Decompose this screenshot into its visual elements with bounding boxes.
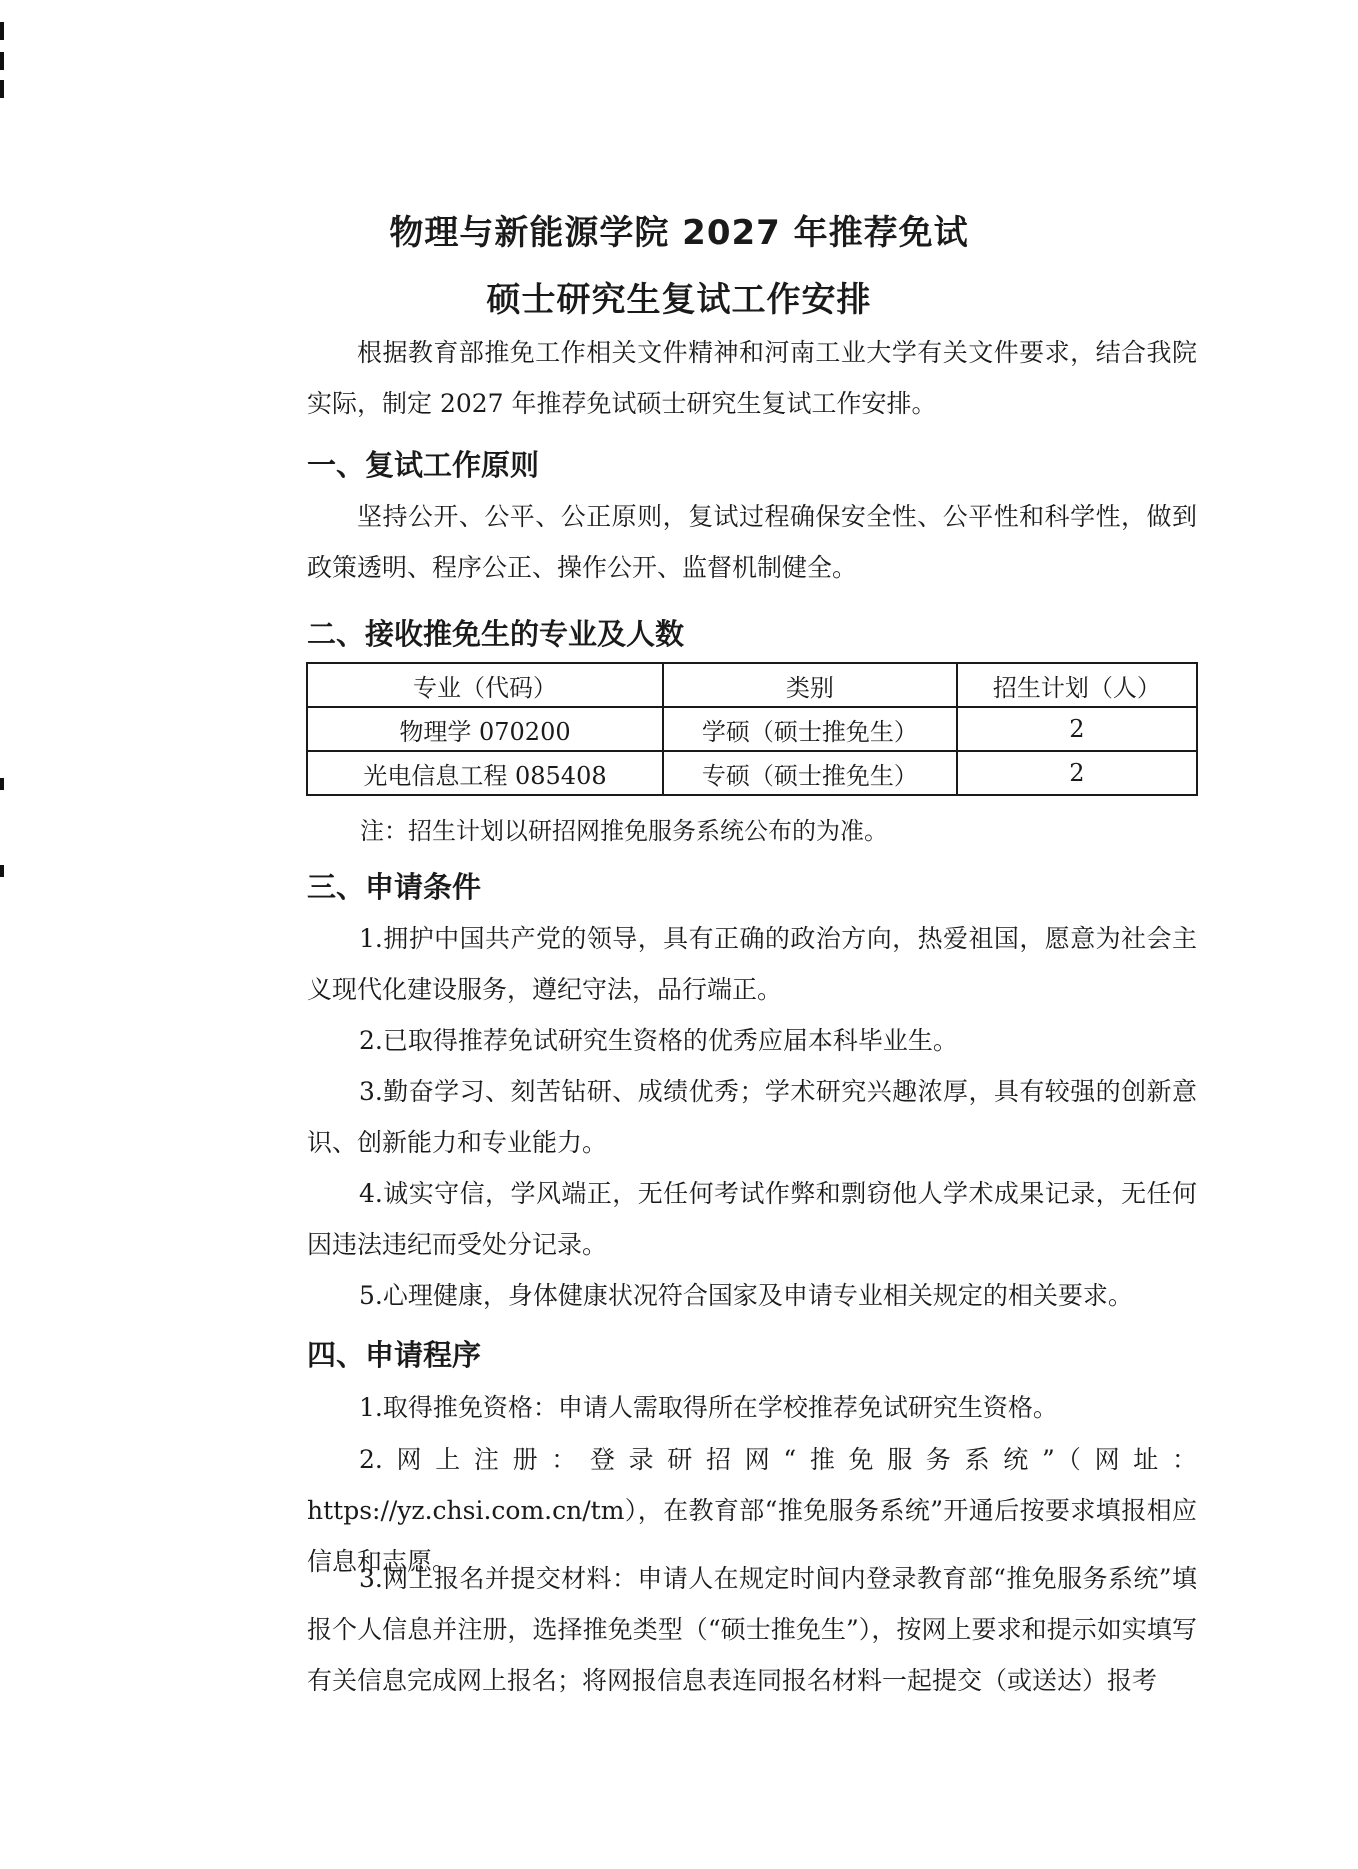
column-header-quota: 招生计划（人） [957, 663, 1197, 707]
principles-paragraph: 坚持公开、公平、公正原则，复试过程确保安全性、公平性和科学性，做到政策透明、程序公正、操作公开、监督机制健全。 [307, 502, 1197, 582]
table-cell-category: 专硕（硕士推免生） [663, 751, 957, 795]
table-cell-quota: 2 [957, 751, 1197, 795]
column-header-category: 类别 [663, 663, 957, 707]
section-heading-requirements: 三、申请条件 [307, 870, 482, 904]
section-heading-principles: 一、复试工作原则 [307, 448, 540, 482]
section-heading-procedure: 四、申请程序 [307, 1338, 482, 1372]
column-header-major: 专业（代码） [307, 663, 663, 707]
table-cell-major: 物理学 070200 [307, 707, 663, 751]
requirement-item: 4.诚实守信，学风端正，无任何考试作弊和剽窃他人学术成果记录，无任何因违法违纪而受处分记录。 [307, 1179, 1197, 1259]
document-title-line2: 硕士研究生复试工作安排 [486, 280, 872, 320]
table-row [307, 707, 1197, 751]
table-note: 注：招生计划以研招网推免服务系统公布的为准。 [360, 817, 888, 845]
table-cell-major: 光电信息工程 085408 [307, 751, 663, 795]
requirement-item: 3.勤奋学习、刻苦钻研、成绩优秀；学术研究兴趣浓厚，具有较强的创新意识、创新能力和专业能力。 [307, 1077, 1197, 1157]
procedure-item: 2.网上注册：登录研招网“推免服务系统”（网址：https://yz.chsi.com.cn/tm），在教育部“推免服务系统”开通后按要求填报相应信息和志愿。 [307, 1445, 1197, 1576]
scan-edge-mark [0, 80, 4, 98]
requirement-item: 5.心理健康，身体健康状况符合国家及申请专业相关规定的相关要求。 [359, 1281, 1133, 1310]
scan-edge-mark [0, 22, 4, 40]
section-heading-majors: 二、接收推免生的专业及人数 [307, 617, 685, 651]
intro-paragraph: 根据教育部推免工作相关文件精神和河南工业大学有关文件要求，结合我院实际，制定 2027 年推荐免试硕士研究生复试工作安排。 [307, 338, 1197, 418]
table-header-row [307, 663, 1197, 707]
scan-edge-mark [0, 865, 4, 877]
table-row [307, 751, 1197, 795]
requirement-item: 1.拥护中国共产党的领导，具有正确的政治方向，热爱祖国，愿意为社会主义现代化建设服务，遵纪守法，品行端正。 [307, 924, 1197, 1004]
requirement-item: 2.已取得推荐免试研究生资格的优秀应届本科毕业生。 [359, 1026, 958, 1055]
scan-edge-mark [0, 778, 4, 790]
procedure-item: 1.取得推免资格：申请人需取得所在学校推荐免试研究生资格。 [359, 1393, 1058, 1422]
procedure-item: 3.网上报名并提交材料：申请人在规定时间内登录教育部“推免服务系统”填报个人信息并注册，选择推免类型（“硕士推免生”），按网上要求和提示如实填写有关信息完成网上报名；将网报信息表连同报名材料一起提交（或送达）报考 [307, 1564, 1197, 1695]
table-cell-category: 学硕（硕士推免生） [663, 707, 957, 751]
quota-table [306, 662, 1198, 796]
document-title-line1: 物理与新能源学院 2027 年推荐免试 [389, 213, 969, 253]
table-cell-quota: 2 [957, 707, 1197, 751]
scan-edge-mark [0, 52, 4, 70]
